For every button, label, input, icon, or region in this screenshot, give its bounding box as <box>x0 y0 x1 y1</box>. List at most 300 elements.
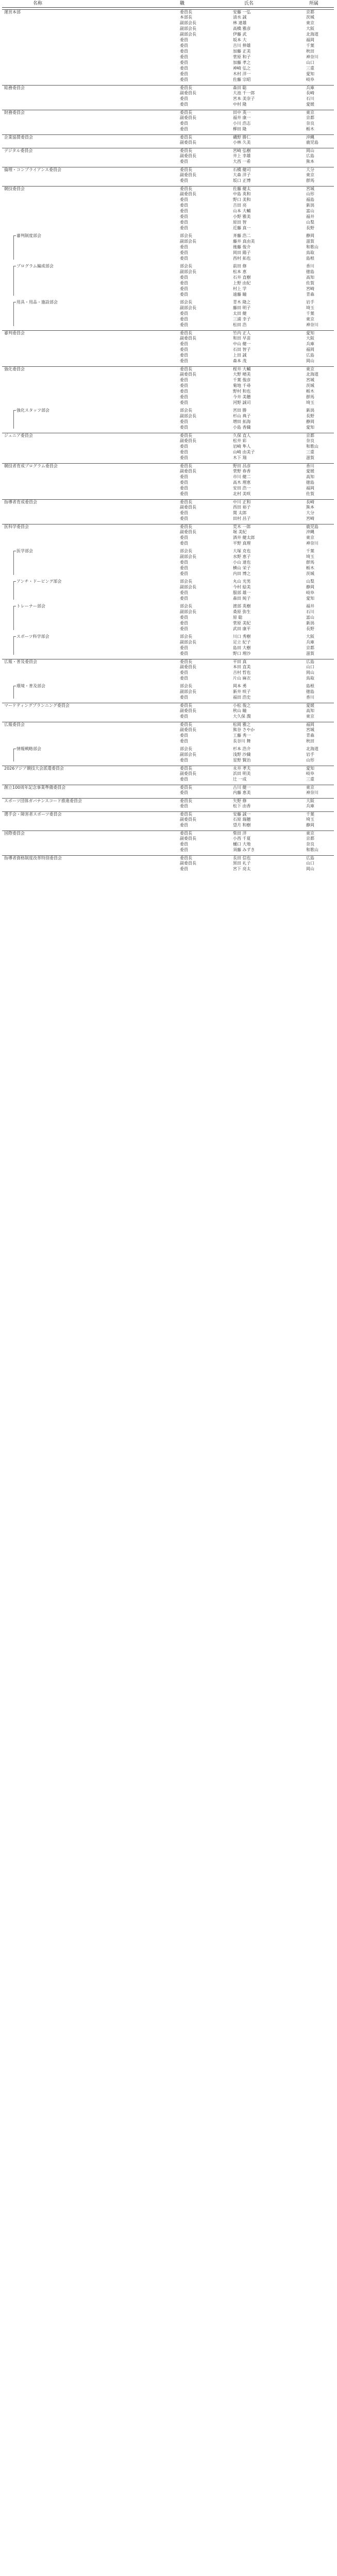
pref-cell: 東京 <box>306 110 314 115</box>
pref-cell: 群馬 <box>306 560 314 565</box>
name-cell: 菅原 美紀 <box>233 621 251 625</box>
name-cell: 菊地 千尋 <box>233 383 251 388</box>
pref-cell: 広島 <box>306 353 314 358</box>
pref-cell: 北海道 <box>306 372 318 377</box>
pref-cell: 福岡 <box>306 486 314 490</box>
pref-cell: 宮城 <box>306 727 314 732</box>
table-row <box>2 836 334 841</box>
name-cell: 荒木 一郎 <box>233 524 251 529</box>
name-cell: 石橋 健司 <box>233 167 251 172</box>
name-cell: 黒田 礼子 <box>233 861 251 866</box>
name-cell: 工藤 秀一 <box>233 733 251 738</box>
table-row <box>2 714 334 719</box>
role-cell: 副委員長 <box>180 771 196 776</box>
role-cell: 委員 <box>180 127 188 131</box>
role-cell: 委員 <box>180 425 188 430</box>
pref-cell: 香川 <box>306 464 314 468</box>
role-cell: 委員 <box>180 646 188 650</box>
pref-cell: 京都 <box>306 836 314 841</box>
role-cell: 委員 <box>180 590 188 595</box>
role-cell: 委員 <box>180 455 188 460</box>
committee-name: 競技者育成プログラム委員会 <box>4 464 58 468</box>
name-cell: 小松 俊之 <box>233 703 251 708</box>
name-cell: 本田 直美 <box>233 665 251 669</box>
name-cell: 永井 孝夫 <box>233 766 251 771</box>
name-cell: 内田 博之 <box>233 571 251 576</box>
name-cell: 安田 浩一 <box>233 486 251 490</box>
role-cell: 副委員長 <box>180 336 196 341</box>
pref-cell: 山梨 <box>306 579 314 584</box>
table-row <box>2 32 334 37</box>
role-cell: 委員長 <box>180 785 192 790</box>
role-cell: 部会長 <box>180 549 192 553</box>
role-cell: 委員長 <box>180 148 192 153</box>
header-org: 名称 <box>33 1 43 6</box>
role-cell: 委員長 <box>180 799 192 803</box>
pref-cell: 奈良 <box>306 438 314 443</box>
role-cell: 副部会長 <box>180 554 196 559</box>
table-row <box>2 855 334 861</box>
role-cell: 委員 <box>180 209 188 213</box>
role-cell: 委員 <box>180 714 188 719</box>
pref-cell: 静岡 <box>306 233 314 238</box>
table-row <box>2 492 334 497</box>
committee-name: 総務委員会 <box>4 86 25 90</box>
pref-cell: 広島 <box>306 154 314 158</box>
name-cell: 渡部 英樹 <box>233 604 251 608</box>
group-bracket <box>13 302 14 326</box>
pref-cell: 福岡 <box>306 38 314 42</box>
table-row <box>2 535 334 540</box>
role-cell: 委員長 <box>180 766 192 771</box>
name-cell: 市川 健二 <box>233 474 251 479</box>
table-row <box>2 524 334 530</box>
header-role: 職 <box>180 1 185 6</box>
table-row <box>2 505 334 510</box>
table-row <box>2 665 334 670</box>
role-cell: 委員長 <box>180 856 192 860</box>
name-cell: 松下 由香 <box>233 804 251 808</box>
name-cell: 小島 香織 <box>233 425 251 430</box>
name-cell: 望月 和樹 <box>233 823 251 827</box>
table-row <box>2 419 334 425</box>
table-row <box>2 626 334 632</box>
table-row <box>2 474 334 480</box>
pref-cell: 愛媛 <box>306 469 314 473</box>
pref-cell: 兵庫 <box>306 86 314 90</box>
group-bracket <box>13 749 14 761</box>
name-cell: 松岡 雅之 <box>233 722 251 727</box>
pref-cell: 愛知 <box>306 72 314 76</box>
role-cell: 副委員長 <box>180 372 196 377</box>
name-cell: 水野 恵子 <box>233 554 251 559</box>
pref-cell: 埼玉 <box>306 400 314 405</box>
name-cell: 太田 健 <box>233 311 247 316</box>
table-row <box>2 281 334 286</box>
name-cell: 吉川 伸雄 <box>233 43 251 48</box>
pref-cell: 福井 <box>306 214 314 219</box>
pref-cell: 東京 <box>306 173 314 177</box>
table-row <box>2 154 334 159</box>
pref-cell: 三重 <box>306 66 314 71</box>
pref-cell: 京都 <box>306 433 314 438</box>
name-cell: 片山 麻衣 <box>233 676 251 681</box>
pref-cell: 岐阜 <box>306 77 314 82</box>
role-cell: 委員長 <box>180 812 192 817</box>
name-cell: 宮崎 弘樹 <box>233 148 251 153</box>
table-row <box>2 359 334 364</box>
pref-cell: 岡山 <box>306 148 314 153</box>
name-cell: 須藤 みずき <box>233 848 255 852</box>
role-cell: 委員 <box>180 541 188 546</box>
role-cell: 委員 <box>180 560 188 565</box>
pref-cell: 和歌山 <box>306 245 318 249</box>
name-cell: 桜井 大輔 <box>233 367 251 371</box>
role-cell: 委員長 <box>180 659 192 664</box>
table-row <box>2 817 334 822</box>
pref-cell: 広島 <box>306 659 314 664</box>
table-row <box>2 306 334 311</box>
name-cell: 山崎 由美子 <box>233 450 255 454</box>
pref-cell: 滋賀 <box>306 651 314 656</box>
role-cell: 委員 <box>180 450 188 454</box>
name-cell: 西田 裕子 <box>233 505 251 510</box>
name-cell: 高橋 雅彦 <box>233 26 251 31</box>
role-cell: 副部会長 <box>180 306 196 310</box>
name-cell: 杉山 典子 <box>233 414 251 418</box>
group-bracket-tick <box>13 636 16 637</box>
role-cell: 委員 <box>180 55 188 59</box>
committee-name: 指導者資格制度改革特別委員会 <box>4 856 62 860</box>
committee-name: 競技委員会 <box>4 187 25 191</box>
name-cell: 石原 瑞穂 <box>233 817 251 822</box>
name-cell: 伊藤 武 <box>233 32 247 37</box>
table-row <box>2 148 334 154</box>
table-row <box>2 579 334 584</box>
pref-cell: 埼玉 <box>306 554 314 559</box>
table-row <box>2 9 334 15</box>
table-row <box>2 727 334 733</box>
pref-cell: 宮城 <box>306 187 314 191</box>
group-bracket-tick <box>13 410 16 411</box>
role-cell: 委員 <box>180 400 188 405</box>
role-cell: 副委員長 <box>180 836 196 841</box>
committee-name: ジュニア委員会 <box>4 433 33 438</box>
pref-cell: 秋田 <box>306 739 314 743</box>
name-cell: 福井 康一 <box>233 115 251 120</box>
table-row <box>2 186 334 192</box>
pref-cell: 鹿児島 <box>306 140 318 145</box>
pref-cell: 兵庫 <box>306 804 314 808</box>
pref-cell: 愛媛 <box>306 102 314 107</box>
name-cell: 内藤 恵美 <box>233 790 251 795</box>
pref-cell: 鳥取 <box>306 676 314 681</box>
role-cell: 副委員長 <box>180 438 196 443</box>
table-row <box>2 646 334 651</box>
table-row <box>2 676 334 681</box>
committee-name: 審判委員会 <box>4 331 25 335</box>
table-row <box>2 861 334 866</box>
name-cell: 柳田 隆 <box>233 127 247 131</box>
pref-cell: 北海道 <box>306 747 318 751</box>
name-cell: 丸山 光男 <box>233 579 251 584</box>
table-row <box>2 317 334 322</box>
table-row <box>2 739 334 744</box>
table-row <box>2 233 334 239</box>
subcommittee-name: アンチ・ドーピング部会 <box>16 579 62 584</box>
pref-cell: 岩手 <box>306 300 314 304</box>
committee-name: 医科学委員会 <box>4 524 29 529</box>
table-row <box>2 842 334 847</box>
table-row <box>2 245 334 250</box>
table-row <box>2 264 334 269</box>
name-cell: 浜田 明美 <box>233 771 251 776</box>
pref-cell: 神奈川 <box>306 790 318 795</box>
table-row <box>2 353 334 358</box>
pref-cell: 神奈川 <box>306 541 318 546</box>
table-row <box>2 378 334 383</box>
role-cell: 委員 <box>180 347 188 352</box>
pref-cell: 新潟 <box>306 408 314 413</box>
table-row <box>2 366 334 372</box>
pref-cell: 兵庫 <box>306 342 314 346</box>
table-row <box>2 511 334 516</box>
role-cell: 委員 <box>180 733 188 738</box>
name-cell: 平野 真理 <box>233 541 251 546</box>
name-cell: 横山 栄子 <box>233 566 251 570</box>
role-cell: 委員長 <box>180 831 192 836</box>
role-cell: 委員 <box>180 250 188 255</box>
name-cell: 原 聡 <box>233 615 243 620</box>
table-header <box>2 0 334 8</box>
role-cell: 委員 <box>180 480 188 485</box>
table-row <box>2 239 334 244</box>
table-row <box>2 684 334 689</box>
pref-cell: 岐阜 <box>306 771 314 776</box>
name-cell: 桑原 弥生 <box>233 609 251 614</box>
role-cell: 副部会長 <box>180 689 196 694</box>
name-cell: 藤井 真由美 <box>233 239 255 244</box>
role-cell: 副委員長 <box>180 192 196 196</box>
role-cell: 委員長 <box>180 464 192 468</box>
role-cell: 委員 <box>180 102 188 107</box>
pref-cell: 岩手 <box>306 752 314 757</box>
table-row <box>2 77 334 82</box>
table-row <box>2 60 334 65</box>
role-cell: 委員 <box>180 419 188 424</box>
name-cell: 中山 健一 <box>233 342 251 346</box>
pref-cell: 愛知 <box>306 425 314 430</box>
table-row <box>2 438 334 444</box>
group-bracket <box>13 581 14 600</box>
pref-cell: 香川 <box>306 695 314 700</box>
pref-cell: 熊本 <box>306 505 314 510</box>
role-cell: 副委員長 <box>180 91 196 95</box>
role-cell: 委員 <box>180 695 188 700</box>
role-cell: 委員 <box>180 342 188 346</box>
name-cell: 足立 紀子 <box>233 640 251 645</box>
table-row <box>2 414 334 419</box>
name-cell: 坂本 大 <box>233 38 247 42</box>
subcommittee-name: プログラム編成部会 <box>16 264 54 268</box>
table-row <box>2 286 334 292</box>
role-cell: 委員 <box>180 571 188 576</box>
role-cell: 委員 <box>180 38 188 42</box>
table-row <box>2 96 334 101</box>
name-cell: 上田 誠 <box>233 353 247 358</box>
role-cell: 委員長 <box>180 110 192 115</box>
pref-cell: 和歌山 <box>306 444 318 449</box>
role-cell: 副委員長 <box>180 115 196 120</box>
role-cell: 委員 <box>180 317 188 321</box>
table-row <box>2 689 334 694</box>
role-cell: 委員 <box>180 777 188 782</box>
pref-cell: 岐阜 <box>306 590 314 595</box>
name-cell: 福田 浩史 <box>233 695 251 700</box>
table-row <box>2 342 334 347</box>
pref-cell: 高知 <box>306 275 314 280</box>
role-cell: 副委員長 <box>180 817 196 822</box>
name-cell: 竹内 正人 <box>233 331 251 335</box>
role-cell: 委員長 <box>180 167 192 172</box>
pref-cell: 広島 <box>306 856 314 860</box>
pref-cell: 岡山 <box>306 670 314 675</box>
pref-cell: 山口 <box>306 665 314 669</box>
committee-name: 国際委員会 <box>4 831 25 836</box>
pref-cell: 福島 <box>306 197 314 202</box>
name-cell: 秋山 瞳 <box>233 708 247 713</box>
pref-cell: 新潟 <box>306 203 314 208</box>
role-cell: 部会長 <box>180 233 192 238</box>
table-row <box>2 433 334 438</box>
name-cell: 野田 昌彦 <box>233 464 251 468</box>
pref-cell: 島根 <box>306 684 314 688</box>
table-row <box>2 752 334 757</box>
pref-cell: 鹿児島 <box>306 524 318 529</box>
pref-cell: 愛知 <box>306 766 314 771</box>
role-cell: 委員 <box>180 758 188 762</box>
name-cell: 今村 絵美 <box>233 585 251 589</box>
table-row <box>2 670 334 675</box>
name-cell: 田村 昌子 <box>233 516 251 521</box>
name-cell: 原田 智 <box>233 220 247 225</box>
table-row <box>2 203 334 208</box>
table-row <box>2 659 334 665</box>
name-cell: 西村 拓也 <box>233 256 251 261</box>
role-cell: 委員 <box>180 66 188 71</box>
pref-cell: 神奈川 <box>306 55 318 59</box>
role-cell: 委員 <box>180 676 188 681</box>
pref-cell: 東京 <box>306 367 314 371</box>
pref-cell: 宮崎 <box>306 516 314 521</box>
table-row <box>2 66 334 71</box>
table-row <box>2 804 334 809</box>
role-cell: 副部会長 <box>180 26 196 31</box>
name-cell: 岩崎 隼人 <box>233 444 251 449</box>
role-cell: 委員 <box>180 197 188 202</box>
role-cell: 委員 <box>180 615 188 620</box>
pref-cell: 東京 <box>306 317 314 321</box>
name-cell: 磯野 勝仁 <box>233 135 251 140</box>
name-cell: 岡本 勇 <box>233 684 247 688</box>
name-cell: 斉藤 浩二 <box>233 233 251 238</box>
table-row <box>2 49 334 54</box>
name-cell: 吉田 亮 <box>233 203 247 208</box>
role-cell: 委員 <box>180 77 188 82</box>
pref-cell: 東京 <box>306 714 314 719</box>
table-row <box>2 566 334 571</box>
table-row <box>2 455 334 461</box>
role-cell: 委員 <box>180 226 188 230</box>
role-cell: 委員 <box>180 311 188 316</box>
role-cell: 副委員長 <box>180 505 196 510</box>
pref-cell: 新潟 <box>306 621 314 625</box>
role-cell: 委員 <box>180 49 188 54</box>
name-cell: 辻 一成 <box>233 777 247 782</box>
table-row <box>2 214 334 219</box>
committee-name: 運営本部 <box>4 10 21 14</box>
role-cell: 委員長 <box>180 722 192 727</box>
pref-cell: 福井 <box>306 604 314 608</box>
name-cell: 長田 信也 <box>233 856 251 860</box>
name-cell: 長谷川 舞 <box>233 739 251 743</box>
role-cell: 部会長 <box>180 747 192 751</box>
table-row <box>2 811 334 817</box>
name-cell: 中村 隆 <box>233 102 247 107</box>
name-cell: 大池 千一郎 <box>233 91 255 95</box>
header-pref: 所属 <box>309 1 319 6</box>
name-cell: 河野 誠司 <box>233 400 251 405</box>
role-cell: 委員 <box>180 790 188 795</box>
name-cell: 井上 幸雄 <box>233 154 251 158</box>
committee-name: 倫理・コンプライアンス委員会 <box>4 167 61 172</box>
pref-cell: 福岡 <box>306 347 314 352</box>
name-cell: 大西 一希 <box>233 159 251 164</box>
pref-cell: 沖縄 <box>306 530 314 534</box>
pref-cell: 茨城 <box>306 383 314 388</box>
name-cell: 宮田 勝 <box>233 408 247 413</box>
name-cell: 加藤 孝之 <box>233 60 251 65</box>
pref-cell: 高知 <box>306 474 314 479</box>
role-cell: 委員 <box>180 867 188 871</box>
table-row <box>2 383 334 388</box>
pref-cell: 長野 <box>306 626 314 631</box>
name-cell: 矢野 修 <box>233 799 247 803</box>
table-row <box>2 425 334 430</box>
name-cell: 久保 直人 <box>233 433 251 438</box>
role-cell: 副委員長 <box>180 665 196 669</box>
pref-cell: 佐賀 <box>306 281 314 285</box>
role-cell: 委員 <box>180 621 188 625</box>
role-cell: 委員 <box>180 444 188 449</box>
pref-cell: 長崎 <box>306 91 314 95</box>
role-cell: 副委員長 <box>180 469 196 473</box>
pref-cell: 奈良 <box>306 842 314 846</box>
pref-cell: 長野 <box>306 226 314 230</box>
role-cell: 部会長 <box>180 634 192 639</box>
name-cell: 中川 正和 <box>233 500 251 504</box>
table-row <box>2 15 334 20</box>
name-cell: 杉本 浩介 <box>233 747 251 751</box>
name-cell: 小林 久美 <box>233 140 251 145</box>
role-cell: 委員 <box>180 178 188 183</box>
table-row <box>2 790 334 795</box>
pref-cell: 鳥取 <box>306 250 314 255</box>
pref-cell: 岡山 <box>306 867 314 871</box>
pref-cell: 京都 <box>306 646 314 650</box>
pref-cell: 大阪 <box>306 799 314 803</box>
pref-cell: 栃木 <box>306 127 314 131</box>
